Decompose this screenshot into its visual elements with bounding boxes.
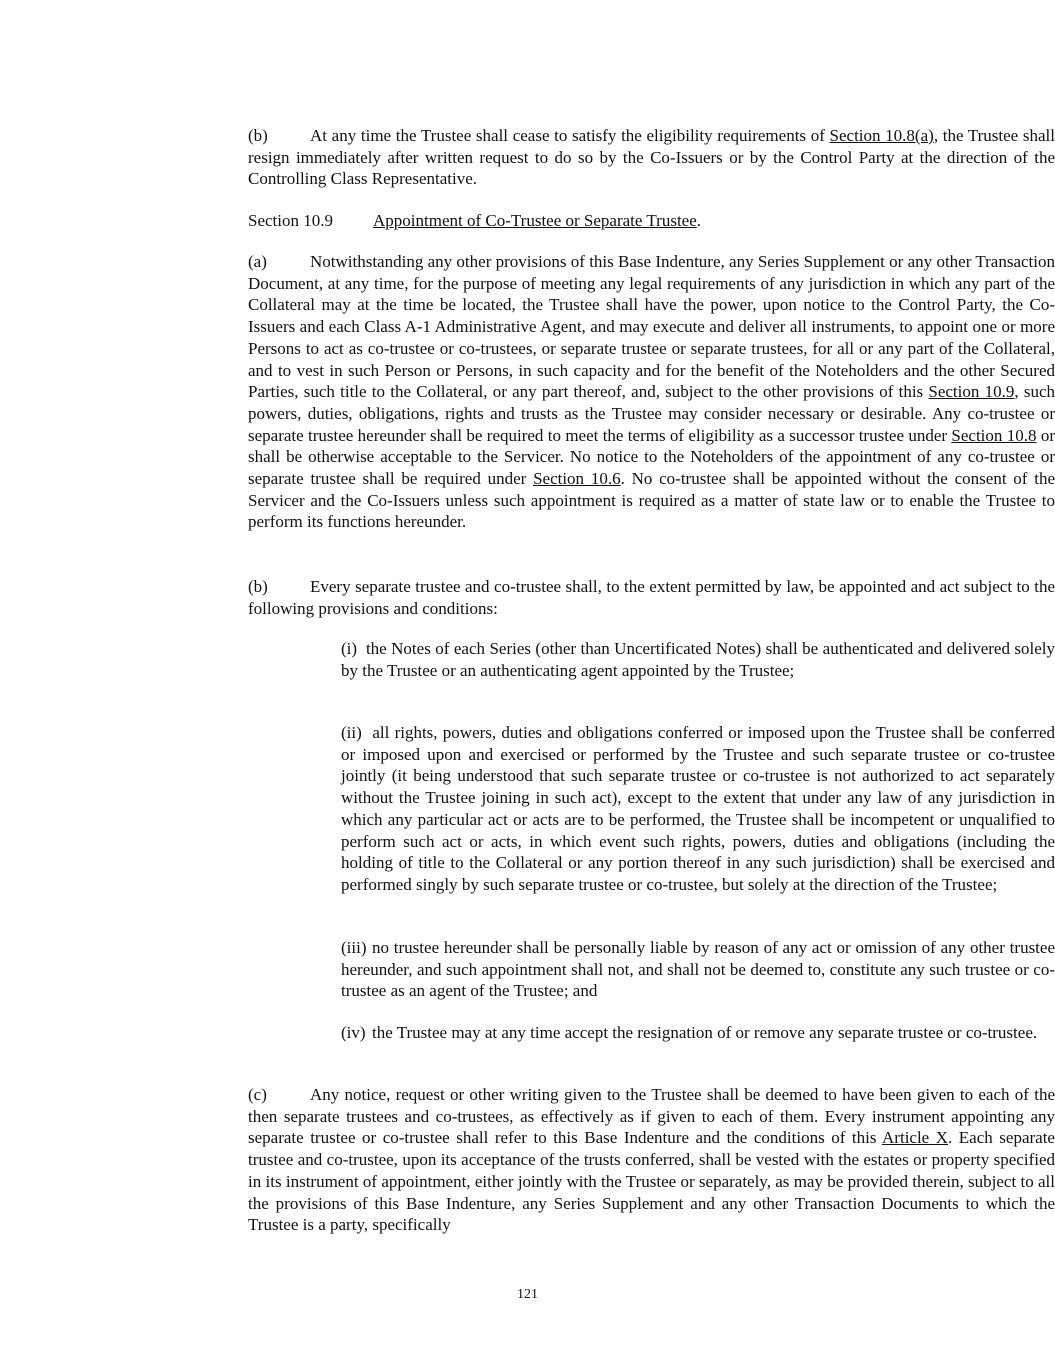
paragraph-label: (c) — [248, 1085, 267, 1104]
list-item — [217, 937, 1055, 1002]
text: . — [696, 211, 702, 230]
section-reference-link[interactable]: Section 10.8 — [951, 425, 1037, 445]
text: Every separate trustee and co-trustee shall, to the extent permitted by law, be appointed and act subject to the following provisions and conditions: — [248, 577, 1055, 618]
section-title: Appointment of Co-Trustee or Separate Trustee — [373, 211, 697, 230]
text: or shall be otherwise acceptable to the Servicer. No notice to the Noteholders of the appointment of any co-trustee or separate trustee shall be required under — [248, 425, 1055, 489]
section-reference-link[interactable]: Section 10.6 — [533, 469, 621, 489]
text: At any time the Trustee shall cease to satisfy the eligibility requirements of — [310, 126, 830, 145]
text: the Trustee may at any time accept the resignation of or remove any separate trustee or co-trustee. — [372, 1023, 1038, 1042]
list-item — [217, 1022, 1055, 1044]
section-reference-link[interactable]: Section 10.9 — [928, 382, 1015, 402]
list-item — [217, 638, 1055, 681]
list-item — [217, 722, 1055, 896]
text: , the Trustee shall resign immediately after written request to do so by the Co-Issuers or by the Control Party at the direction of the Controlling Class Representative. — [248, 126, 1055, 189]
text: Any notice, request or other writing given to the Trustee shall be deemed to have been given to each of the then separate trustees and co-trustees, as effectively as if given to each of them. Every instrument appointing any separate trustee or co-trustee shall refer to this Base Indenture and the conditions of this — [248, 1085, 1055, 1148]
paragraph-b-conditions — [124, 576, 1055, 619]
text: all rights, powers, duties and obligations conferred or imposed upon the Trustee shall be conferred or imposed upon and exercised or performed by the Trustee and such separate trustee or co-trustee jointly (it being understood that such separate trustee or co-trustee is not authorized to act separately without the Trustee joining in such act), except to the extent that under any law of any jurisdiction in which any particular act or acts are to be performed, the Trustee shall be incompetent or unqualified to perform such act or acts, in which event such rights, powers, duties and obligations (including the holding of title to the Collateral or any portion thereof in any such jurisdiction) shall be exercised and performed singly by such separate trustee or co-trustee, but solely at the direction of the Trustee; — [341, 723, 1055, 894]
text: no trustee hereunder shall be personally liable by reason of any act or omission of any other trustee hereunder, and such appointment shall not, and shall not be deemed to, constitute any such trustee or co-trustee as an agent of the Trustee; and — [341, 938, 1055, 1001]
item-label: (ii) — [341, 723, 362, 742]
paragraph-label: (a) — [248, 252, 267, 271]
item-label: (iii) — [341, 938, 367, 957]
page-number: 121 — [517, 1287, 538, 1302]
paragraph-b-resignation — [124, 125, 1055, 190]
text: . No co-trustee shall be appointed without the consent of the Servicer and the Co-Issuers unless such appointment is required as a matter of state law or to enable the Trustee to perform its functions hereunder. — [248, 469, 1055, 532]
paragraph-label: (b) — [248, 577, 268, 596]
text: . Each separate trustee and co-trustee, upon its acceptance of the trusts conferred, shall be vested with the estates or property specified in its instrument of appointment, either jointly with the Trustee or separately, as may be provided therein, subject to all the provisions of this Base Indenture, any Series Supplement and any other Transaction Documents to which the Trustee is a party, specifically — [248, 1128, 1055, 1235]
paragraph-label: (b) — [248, 126, 268, 145]
item-label: (iv) — [341, 1023, 366, 1042]
section-reference-link[interactable]: Section 10.8(a) — [829, 126, 934, 145]
text: , such powers, duties, obligations, rights and trusts as the Trustee may consider necessary or desirable. Any co-trustee or separate trustee hereunder shall be required to meet the terms of eligibility as a successor trustee under — [248, 382, 1055, 445]
item-label: (i) — [341, 639, 358, 658]
text: the Notes of each Series (other than Uncertificated Notes) shall be authenticated and delivered solely by the Trustee or an authenticating agent appointed by the Trustee; — [341, 639, 1055, 680]
article-reference-link[interactable]: Article X — [882, 1128, 949, 1148]
paragraph-a-appointment — [124, 251, 1055, 533]
section-number: Section 10.9 — [248, 211, 333, 230]
section-heading — [124, 210, 1055, 232]
text: Notwithstanding any other provisions of this Base Indenture, any Series Supplement or any other Transaction Document, at any time, for the purpose of meeting any legal requirements of any jurisdiction in which any part of the Collateral may at the time be located, the Trustee shall have the power, upon notice to the Control Party, the Co-Issuers and each Class A-1 Administrative Agent, and may execute and deliver all instruments, to appoint one or more Persons to act as co-trustee or co-trustees, or separate trustee or separate trustees, for all or any part of the Collateral, and to vest in such Person or Persons, in such capacity and for the benefit of the Noteholders and the other Secured Parties, such title to the Collateral, or any part thereof, and, subject to the other provisions of this — [248, 252, 1055, 402]
paragraph-c-notice — [124, 1084, 1055, 1236]
